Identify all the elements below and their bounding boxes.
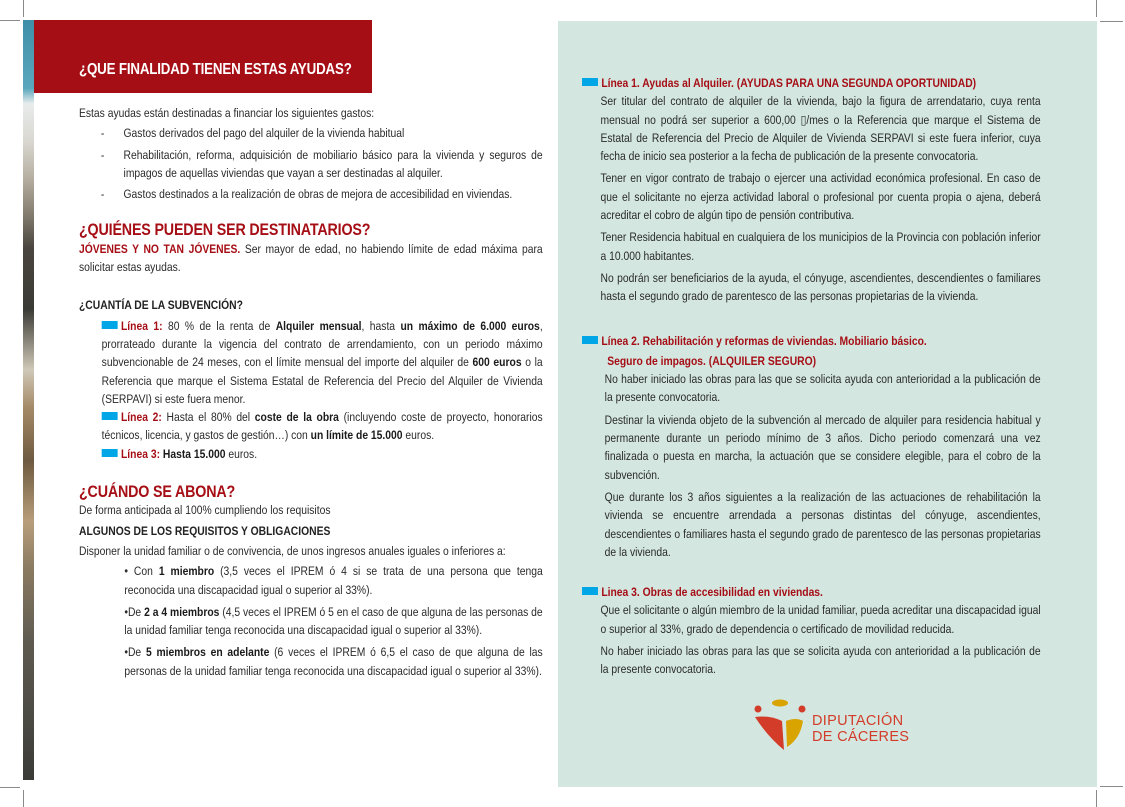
crop-mark bbox=[1100, 786, 1123, 787]
list-item: • Con 1 miembro (3,5 veces el IPREM ó 4 si se trata de una persona que tenga reconocida una discapacidad igual o superior al 33%). bbox=[124, 564, 543, 597]
requirements-heading: ALGUNOS DE LOS REQUISITOS Y OBLIGACIONES bbox=[79, 523, 331, 538]
list-item: - Rehabilitación, reforma, adquisición de mobiliario básico para la vivienda y seguros de impagos de aquellas viviendas que vayan a ser destinadas al alquiler. bbox=[100, 147, 543, 180]
requirement-text: Ser titular del contrato de alquiler de la vivienda, bajo la figura de arrendatario, cuya renta mensual no podrá ser superior a 600,00 ▯/mes o la Referencia que marque el Sistema de Estatal de Referencia del Precio de Alquiler de Vivienda SERPAVI si este fuera inferior, cuya fecha de inicio sea posterior a la fecha de publicación de la presente convocatoria. bbox=[600, 94, 1041, 164]
income-list bbox=[79, 562, 543, 680]
logo-text: DIPUTACIÓN DE CÁCERES bbox=[812, 713, 910, 745]
linea-marker-icon bbox=[582, 336, 598, 344]
crop-mark bbox=[1096, 790, 1097, 807]
requirement-text: Tener en vigor contrato de trabajo o ejercer una actividad económica profesional. En caso de que el solicitante no ejerza actividad laboral o profesional por cuenta propia o ajena, deberá acreditar el cobro de algún tipo de pensión contributiva. bbox=[600, 171, 1041, 223]
amount-linea-1: Línea 1: 80 % de la renta de Alquiler mensual, hasta un máximo de 6.000 euros, prorrateado durante la vigencia del contrato de arrendamiento, con un periodo máximo subvencionable de 24 meses, con el límite mensual del importe del alquiler de 600 euros o la Referencia que marque el Sistema Estatal de Referencia del Precio del Alquiler de Vivienda (SERPAVI) si este fuera menor. bbox=[101, 318, 543, 406]
requirement-text: Que durante los 3 años siguientes a la realización de las actuaciones de rehabilitación la vivienda se encuentre arrendada a personas distintas del cónyuge, ascendientes, descendientes o familiares hasta el segundo grado de parentesco de las personas propietarias de la vivienda. bbox=[604, 489, 1041, 559]
who-text: JÓVENES Y NO TAN JÓVENES. Ser mayor de edad, no habiendo límite de edad máxima para solicitar estas ayudas. bbox=[79, 241, 543, 275]
crop-mark bbox=[23, 0, 24, 17]
crop-mark bbox=[0, 20, 20, 21]
requirement-text: Tener Residencia habitual en cualquiera de los municipios de la Provincia con población inferior a 10.000 habitantes. bbox=[600, 230, 1041, 263]
amount-linea-2: Línea 2: Hasta el 80% del coste de la obra (incluyendo coste de proyecto, honorarios técnicos, licencia, y gastos de gestión…) con un límite de 15.000 euros. bbox=[101, 410, 543, 443]
linea-marker-icon bbox=[102, 412, 118, 420]
left-page bbox=[79, 104, 543, 684]
crop-mark bbox=[1100, 21, 1123, 22]
list-item: - Gastos destinados a la realización de obras de mejora de accesibilidad en viviendas. bbox=[100, 187, 513, 202]
list-item: •De 2 a 4 miembros (4,5 veces el IPREM ó 5 en el caso de que alguna de las personas de la unidad familiar tenga reconocida una discapacidad igual o superior al 33%). bbox=[124, 604, 543, 638]
when-text: De forma anticipada al 100% cumpliendo los requisitos bbox=[79, 503, 331, 518]
amount-linea-3: Línea 3: Hasta 15.000 euros. bbox=[79, 445, 543, 463]
linea-marker-icon bbox=[582, 587, 598, 595]
linea-marker-icon bbox=[582, 78, 598, 86]
street-photo-strip bbox=[23, 20, 34, 780]
expenses-list bbox=[79, 124, 543, 203]
who-heading: ¿QUIÉNES PUEDEN SER DESTINATARIOS? bbox=[79, 220, 371, 240]
linea1-heading: Línea 1. Ayudas al Alquiler. (AYUDAS PARA UNA SEGUNDA OPORTUNIDAD) bbox=[582, 74, 1041, 92]
list-item: - Gastos derivados del pago del alquiler de la vivienda habitual bbox=[100, 126, 405, 141]
linea2-subheading: Seguro de impagos. (ALQUILER SEGURO) bbox=[607, 353, 817, 368]
requirement-text: No podrán ser beneficiarios de la ayuda, el cónyuge, ascendientes, descendientes o familiares hasta el segundo grado de parentesco de las personas propietarias de la vivienda. bbox=[600, 270, 1041, 304]
linea2-heading: Línea 2. Rehabilitación y reformas de viviendas. Mobiliario básico. bbox=[582, 332, 1041, 350]
requirement-text: Que el solicitante o algún miembro de la unidad familiar, pueda acreditar una discapacidad igual o superior al 33%, grado de dependencia o certificado de movilidad reducida. bbox=[600, 603, 1041, 636]
crop-mark bbox=[1096, 0, 1097, 17]
linea-marker-icon bbox=[102, 321, 118, 329]
right-page bbox=[582, 74, 1041, 683]
linea-marker-icon bbox=[102, 449, 118, 457]
requirement-text: No haber iniciado las obras para las que se solicita ayuda con anterioridad a la publicación de la presente convocatoria. bbox=[600, 644, 1041, 677]
banner-title: ¿QUE FINALIDAD TIENEN ESTAS AYUDAS? bbox=[79, 61, 352, 78]
when-heading: ¿CUÁNDO SE ABONA? bbox=[79, 482, 236, 502]
crop-mark bbox=[0, 787, 20, 788]
list-item: •De 5 miembros en adelante (6 veces el IPREM ó 6,5 el caso de que alguna de las personas de la unidad familiar tenga reconocida una discapacidad igual o superior al 33%). bbox=[124, 645, 543, 678]
linea3-requirements bbox=[582, 601, 1041, 678]
intro-text: Estas ayudas están destinadas a financiar los siguientes gastos: bbox=[79, 106, 375, 120]
title-banner bbox=[34, 20, 372, 93]
requirements-intro: Disponer la unidad familiar o de convivencia, de unos ingresos anuales iguales o inferiores a: bbox=[79, 543, 506, 558]
linea1-requirements bbox=[582, 92, 1041, 305]
requirement-text: No haber iniciado las obras para las que se solicita ayuda con anterioridad a la publicación de la presente convocatoria. bbox=[604, 372, 1041, 405]
crop-mark bbox=[23, 790, 24, 807]
linea2-requirements bbox=[582, 370, 1041, 561]
linea3-heading: Linea 3. Obras de accesibilidad en viviendas. bbox=[582, 583, 1041, 601]
amount-heading: ¿CUANTÍA DE LA SUBVENCIÓN? bbox=[79, 298, 243, 313]
requirement-text: Destinar la vivienda objeto de la subvención al mercado de alquiler para residencia habitual y permanente durante un periodo mínimo de 3 años. Dicho periodo comenzará una vez finalizada o puesta en marcha, la actuación que se considere elegible, para el cobro de la subvención. bbox=[604, 412, 1041, 482]
